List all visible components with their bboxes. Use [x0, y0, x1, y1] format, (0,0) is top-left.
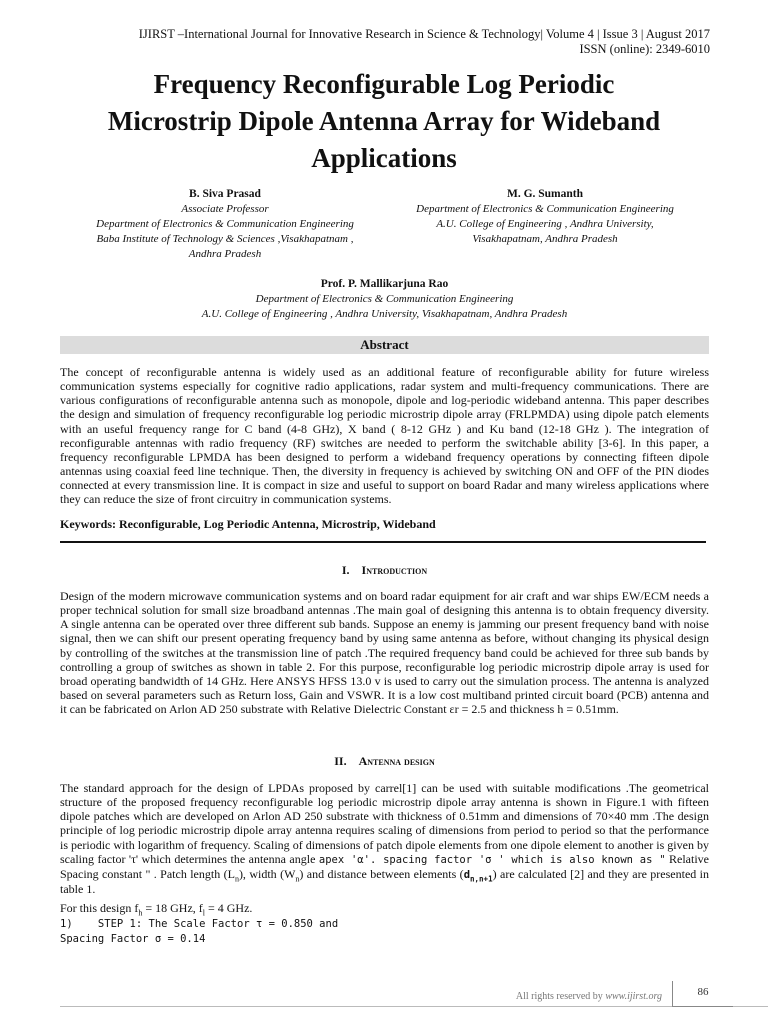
- subscript: n: [295, 874, 300, 884]
- author-block-1: [60, 186, 390, 262]
- abstract-text: The concept of reconfigurable antenna is widely used as an additional feature of reconfigurable ability for future wireless communication systems especially for cognitive radio applications, radar system and multi-frequency communications. There are various configurations of reconfigurable antenna such as monopole, dipole and log-periodic wideband antenna. This paper describes the design and simulation of frequency reconfigurable log periodic microstrip dipole array (FRLPMDA) using dipole patch elements with an useful frequency range for C band (4-8 GHz), X band ( 8-12 GHz ) and Ku band (12-18 GHz ). The integration of reconfigurable antennas with radio frequency (RF) switches are needed to perform the switchable ability [3-6]. In this paper, a frequency reconfigurable LPMDA has been designed to perform a wideband frequency operations by connecting fifteen dipole antennas using coaxial feed line technique. Then, the diversity in frequency is achieved by switching ON and OFF of the PIN diodes connected at every transmission line. It is compact in size and useful to support on board Radar and many wireless applications where they can reduce the size of front circuitry in communication systems.: [60, 365, 709, 507]
- antenna-design-text-part: ) and distance between elements (: [299, 866, 464, 881]
- author-affiliation-line: A.U. College of Engineering , Andhra University, Visakhapatnam, Andhra Pradesh: [201, 308, 568, 320]
- keywords-line: Keywords: Reconfigurable, Log Periodic Antenna, Microstrip, Wideband: [60, 517, 436, 531]
- subscript: h: [138, 908, 143, 918]
- footer-divider: [60, 1006, 672, 1007]
- author-affiliation-line: Associate Professor: [181, 203, 269, 215]
- journal-header: IJIRST –International Journal for Innovative Research in Science & Technology| Volume 4 | Issue 3 | August 2017: [138, 27, 710, 41]
- design-frequency-line: [60, 901, 709, 918]
- antenna-design-mono-part: apex 'α'. spacing factor 'σ ' which is also known as ": [318, 853, 666, 866]
- design-line-part: = 18 GHz, f: [142, 901, 203, 915]
- abstract-heading: Abstract: [60, 336, 709, 354]
- title-line: Applications: [311, 143, 457, 173]
- design-line-part: = 4 GHz.: [205, 901, 253, 915]
- paper-title: [40, 66, 728, 177]
- author-affiliation-line: Department of Electronics & Communication Engineering: [416, 203, 674, 215]
- author-name: B. Siva Prasad: [189, 188, 261, 200]
- subscript: l: [202, 908, 205, 918]
- title-line: Microstrip Dipole Antenna Array for Wideband: [107, 106, 661, 136]
- antenna-design-text-part: ), width (W: [238, 866, 296, 881]
- section-title: Antenna design: [358, 754, 435, 768]
- antenna-design-text: [60, 781, 709, 896]
- step-1-line: 1) STEP 1: The Scale Factor τ = 0.850 and: [60, 918, 339, 930]
- author-name: M. G. Sumanth: [506, 188, 584, 200]
- author-affiliation-line: A.U. College of Engineering , Andhra University,: [436, 218, 654, 230]
- footer-rights: [516, 991, 662, 1002]
- section-number: I.: [341, 563, 350, 577]
- footer-url-link[interactable]: www.ijirst.org: [605, 991, 662, 1002]
- subscript: n: [234, 874, 239, 884]
- section-number: II.: [334, 754, 347, 768]
- footer-rights-text: All rights reserved by: [515, 991, 606, 1002]
- footer-divider: [733, 1006, 768, 1007]
- subscript: n,n+1: [470, 874, 493, 884]
- spacing-factor-line: Spacing Factor σ = 0.14: [60, 933, 206, 945]
- design-line-part: For this design f: [60, 901, 139, 915]
- introduction-text: Design of the modern microwave communication systems and on board radar equipment for air craft and war ships EW/ECM needs a proper technical solution for small size broadband antennas .The main goal of designing this antenna is to obtain frequency diversity. A single antenna can be operated over three different sub bands. Suppose an enemy is jamming our present frequency band with noise signal, then we can shift our present operating frequency band by using same antenna as before, without changing its physical design by controlling of the switches at the transmission line of patch .The required frequency band could be achieved for three sub bands by controlling a group of switches as shown in table 2. For this purpose, reconfigurable log periodic microstrip dipole array is used for broad operating bandwidth of 14 GHz. Here ANSYS HFSS 13.0 v is used to carry out the simulation process. The antenna is analyzed based on several parameters such as Return loss, Gain and VSWR. It is a low cost multiband printed circuit board (PCB) antenna and it can be fabricated on Arlon AD 250 substrate with Relative Dielectric Constant εr = 2.5 and thickness h = 0.51mm.: [60, 589, 709, 717]
- section-heading-introduction: [60, 563, 709, 577]
- author-affiliation-line: Department of Electronics & Communication Engineering: [96, 218, 354, 230]
- title-line: Frequency Reconfigurable Log Periodic: [153, 69, 615, 99]
- antenna-design-text-part: The standard approach for the design of LPDAs proposed by carrel[1] can be used with suitable modifications .The geometrical structure of the proposed frequency reconfigurable log periodic microstrip dipole array antenna is shown in Figure.1 with fifteen dipole patches which are developed on Arlon AD 250 substrate with thickness of 0.51mm and dimensions of 70×40 mm .The design principle of log periodic microstrip dipole array antenna requires scaling of dimensions from period to period so that the performance is periodic with logarithm of frequency. Scaling of dimensions of patch dipole elements from one dipole element to another is given by scaling factor 'τ' which determines the antenna angle: [60, 781, 709, 866]
- antenna-design-text-part: Relative Spacing constant " . Patch length (L: [60, 851, 709, 881]
- section-heading-antenna-design: [60, 754, 709, 768]
- author-block-3: [60, 276, 709, 322]
- antenna-design-text-part: ) are calculated [2] and they are presented in table 1.: [60, 866, 710, 897]
- distance-symbol: d: [463, 868, 471, 881]
- author-affiliation-line: Andhra Pradesh: [188, 248, 262, 260]
- page-number: 86: [672, 981, 733, 1007]
- issn-line: ISSN (online): 2349-6010: [579, 42, 710, 56]
- author-block-2: [380, 186, 710, 247]
- author-name: Prof. P. Mallikarjuna Rao: [320, 278, 449, 290]
- author-affiliation-line: Department of Electronics & Communication Engineering: [255, 293, 514, 305]
- author-affiliation-line: Visakhapatnam, Andhra Pradesh: [472, 233, 618, 245]
- author-affiliation-line: Baba Institute of Technology & Sciences ,Visakhapatnam ,: [96, 233, 354, 245]
- section-divider: [60, 541, 706, 543]
- section-title: Introduction: [361, 563, 428, 577]
